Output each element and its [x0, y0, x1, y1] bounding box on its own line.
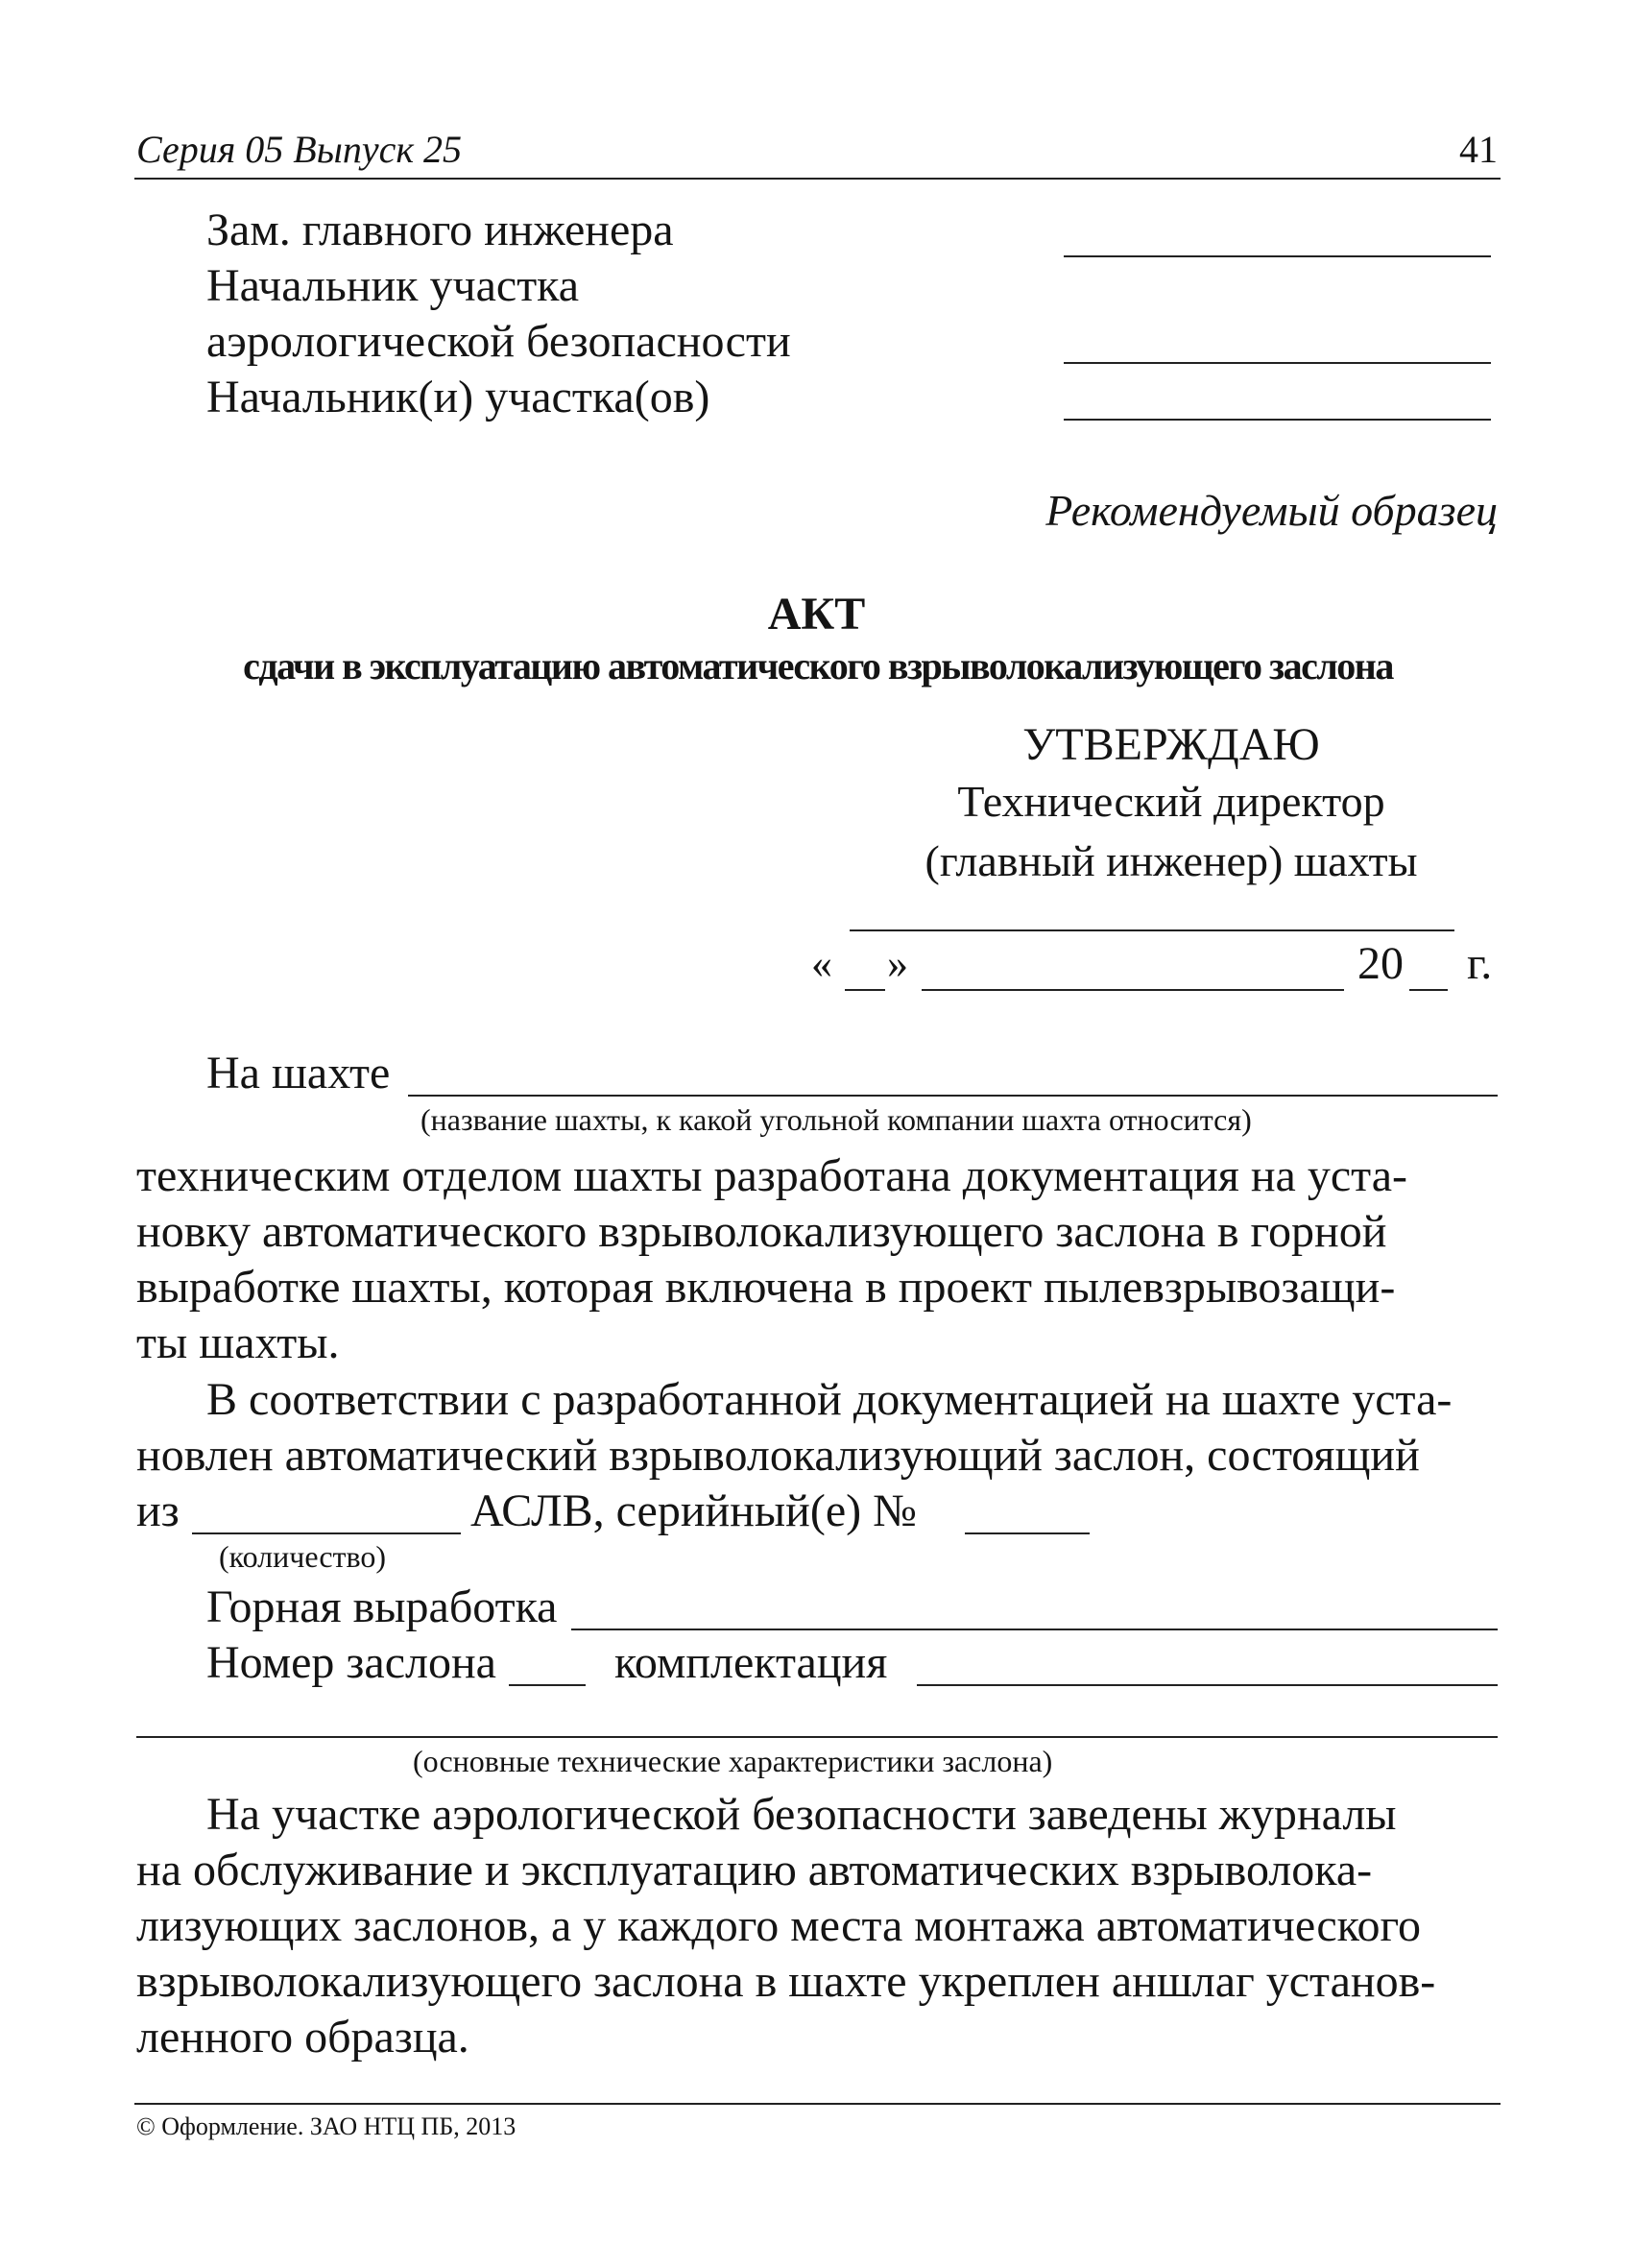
paragraph-2-line-1: В соответствии с разработанной документацией на шахте уста-: [206, 1374, 1453, 1425]
footer-copyright: © Оформление. ЗАО НТЦ ПБ, 2013: [136, 2112, 516, 2140]
paragraph-3-line-5: ленного образца.: [136, 2012, 469, 2063]
signature-line-deputy-chief-engineer: [1064, 255, 1491, 257]
barrier-number-line: [509, 1684, 586, 1686]
barrier-number-label: Номер заслона: [206, 1637, 496, 1688]
footer-rule: [134, 2103, 1501, 2105]
mine-label: На шахте: [206, 1048, 391, 1098]
paragraph-3-line-1: На участке аэрологической безопасности заведены журналы: [206, 1789, 1397, 1840]
quantity-caption: (количество): [219, 1539, 387, 1574]
paragraph-3-line-3: лизующих заслонов, а у каждого места монтажа автоматического: [136, 1900, 1421, 1951]
mine-working-line: [571, 1629, 1498, 1630]
mine-name-line: [408, 1095, 1498, 1097]
approval-heading: УТВЕРЖДАЮ: [1022, 719, 1320, 770]
recommended-sample-label: Рекомендуемый образец: [1045, 486, 1498, 535]
paragraph-1-line-4: ты шахты.: [136, 1317, 340, 1368]
mine-working-label: Горная выработка: [206, 1581, 558, 1632]
paragraph-2-line-2: новлен автоматический взрыволокализующий заслон, состоящий: [136, 1430, 1420, 1481]
paragraph-3-line-2: на обслуживание и эксплуатацию автоматических взрыволока-: [136, 1845, 1373, 1895]
barrier-specs-line: [136, 1736, 1498, 1738]
document-subtitle: сдачи в эксплуатацию автоматического взрыволокализующего заслона: [243, 644, 1393, 688]
barrier-specs-caption: (основные технические характеристики заслона): [413, 1744, 1053, 1778]
date-month-line: [922, 989, 1344, 991]
composition-from-label: из: [136, 1485, 180, 1536]
approval-position-line-1: Технический директор: [957, 777, 1385, 826]
date-quote-close: »: [887, 940, 908, 987]
signature-line-section-heads: [1064, 419, 1491, 421]
signature-label-section-heads: Начальник(и) участка(ов): [206, 372, 710, 422]
date-quote-open: «: [811, 940, 832, 987]
approval-position-line-2: (главный инженер) шахты: [925, 836, 1418, 885]
barrier-equipment-line: [917, 1684, 1498, 1686]
date-year-prefix: 20: [1357, 938, 1404, 989]
paragraph-1-line-3: выработке шахты, которая включена в проект пылевзрывозащи-: [136, 1262, 1396, 1313]
date-day-line: [845, 989, 885, 991]
signature-label-deputy-chief-engineer: Зам. главного инженера: [206, 205, 674, 255]
document-title: АКТ: [767, 589, 866, 639]
mine-caption: (название шахты, к какой угольной компании шахта относится): [420, 1102, 1252, 1137]
page-number: 41: [1459, 128, 1498, 171]
paragraph-1-line-2: новку автоматического взрыволокализующего заслона в горной: [136, 1206, 1387, 1257]
approval-signature-line: [850, 929, 1454, 931]
paragraph-3-line-4: взрыволокализующего заслона в шахте укреплен аншлаг установ-: [136, 1956, 1436, 2007]
running-header-series: Серия 05 Выпуск 25: [136, 128, 463, 171]
paragraph-1-line-1: техническим отделом шахты разработана документация на уста-: [136, 1150, 1407, 1201]
composition-unit-label: АСЛВ, серийный(е) №: [470, 1485, 917, 1536]
signature-label-aerological-safety: аэрологической безопасности: [206, 316, 791, 367]
quantity-line: [192, 1532, 461, 1534]
signature-line-aerological-safety: [1064, 362, 1491, 364]
barrier-equipment-label: комплектация: [614, 1637, 888, 1688]
date-year-suffix: г.: [1467, 938, 1493, 989]
signature-label-section-head: Начальник участка: [206, 260, 580, 311]
date-year-line: [1409, 989, 1448, 991]
serial-number-line: [965, 1532, 1090, 1534]
header-rule: [134, 178, 1501, 180]
